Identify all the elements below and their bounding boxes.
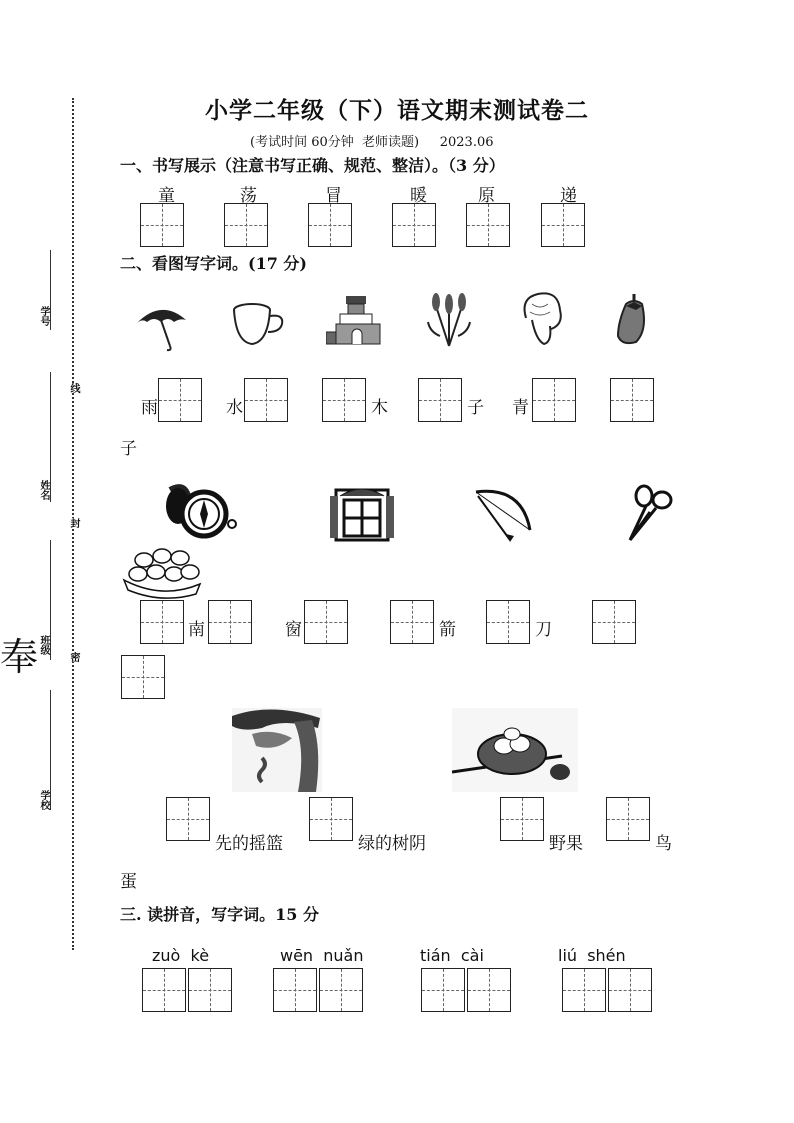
writing-box[interactable] — [244, 378, 288, 422]
word-label: 鸟 — [655, 834, 672, 854]
writing-box[interactable] — [208, 600, 252, 644]
word-label: 箭 — [439, 620, 456, 640]
pinyin-label: tián cài — [420, 946, 484, 965]
word-label: 绿的树阴 — [358, 834, 426, 854]
exam-info: (考试时间 60分钟 老师读题) 2023.06 — [250, 135, 494, 150]
writing-box[interactable] — [610, 378, 654, 422]
char-label: 递 — [560, 186, 577, 206]
char-label: 童 — [158, 186, 175, 206]
word-label: 刀 — [535, 620, 552, 640]
word-label: 先的摇篮 — [215, 834, 283, 854]
writing-box[interactable] — [319, 968, 363, 1012]
cabbage-image — [518, 290, 566, 348]
scissors-image — [624, 484, 676, 544]
writing-box[interactable] — [500, 797, 544, 841]
pinyin-label: liú shén — [558, 946, 626, 965]
word-label: 木 — [371, 398, 388, 418]
pinyin-label: wēn nuǎn — [280, 946, 364, 965]
bow-arrow-image — [472, 486, 534, 544]
char-label: 原 — [478, 186, 495, 206]
writing-box[interactable] — [562, 968, 606, 1012]
writing-box[interactable] — [140, 203, 184, 247]
tree-image — [232, 708, 322, 792]
char-label: 暖 — [410, 186, 427, 206]
writing-box[interactable] — [166, 797, 210, 841]
class-label: 班级 — [38, 635, 49, 655]
name-label: 姓名 — [38, 480, 49, 500]
building-blocks-image — [326, 292, 384, 348]
writing-box[interactable] — [224, 203, 268, 247]
word-label: 南 — [188, 620, 205, 640]
word-label: 野果 — [549, 834, 583, 854]
section1-heading: 一、书写展示（注意书写正确、规范、整洁）。（3 分） — [120, 156, 505, 175]
writing-box[interactable] — [592, 600, 636, 644]
writing-box[interactable] — [541, 203, 585, 247]
word-label: 青 — [512, 398, 529, 418]
binding-mark-feng: 封 — [68, 518, 79, 528]
writing-box[interactable] — [390, 600, 434, 644]
wheat-image — [426, 292, 472, 348]
writing-box[interactable] — [140, 600, 184, 644]
writing-box[interactable] — [486, 600, 530, 644]
binding-mark-mi: 密 — [68, 652, 79, 662]
writing-box[interactable] — [392, 203, 436, 247]
writing-box[interactable] — [466, 203, 510, 247]
writing-box[interactable] — [142, 968, 186, 1012]
school-label: 学校 — [38, 790, 49, 810]
word-label: 雨 — [141, 398, 158, 418]
word-label: 水 — [226, 398, 243, 418]
char-label: 冒 — [325, 186, 342, 206]
student-id-label: 学号 — [38, 306, 49, 326]
section3-heading: 三. 读拼音，写字词。15 分 — [120, 905, 319, 924]
writing-box[interactable] — [309, 797, 353, 841]
eggs-image — [122, 544, 202, 600]
writing-box[interactable] — [608, 968, 652, 1012]
writing-box[interactable] — [188, 968, 232, 1012]
cup-image — [230, 300, 286, 348]
writing-box[interactable] — [467, 968, 511, 1012]
writing-box[interactable] — [532, 378, 576, 422]
word-label: 蛋 — [120, 872, 137, 892]
char-label: 荡 — [240, 186, 257, 206]
writing-box[interactable] — [121, 655, 165, 699]
stamp-character: 奉 — [0, 635, 39, 679]
section2-heading: 二、看图写字词。(17 分) — [120, 254, 307, 273]
word-label: 子 — [467, 398, 484, 418]
word-label: 窗 — [285, 620, 302, 640]
eggplant-image — [614, 292, 654, 348]
writing-box[interactable] — [158, 378, 202, 422]
pinyin-label: zuò kè — [152, 946, 210, 965]
writing-box[interactable] — [418, 378, 462, 422]
page-title: 小学二年级（下）语文期末测试卷二 — [205, 97, 589, 124]
writing-box[interactable] — [606, 797, 650, 841]
writing-box[interactable] — [322, 378, 366, 422]
nest-image — [452, 708, 578, 792]
word-label: 子 — [120, 439, 137, 459]
writing-box[interactable] — [421, 968, 465, 1012]
compass-image — [160, 484, 240, 542]
window-image — [330, 484, 394, 542]
binding-mark-xian: 线 — [68, 383, 79, 393]
writing-box[interactable] — [273, 968, 317, 1012]
umbrella-image — [132, 298, 190, 352]
writing-box[interactable] — [304, 600, 348, 644]
writing-box[interactable] — [308, 203, 352, 247]
